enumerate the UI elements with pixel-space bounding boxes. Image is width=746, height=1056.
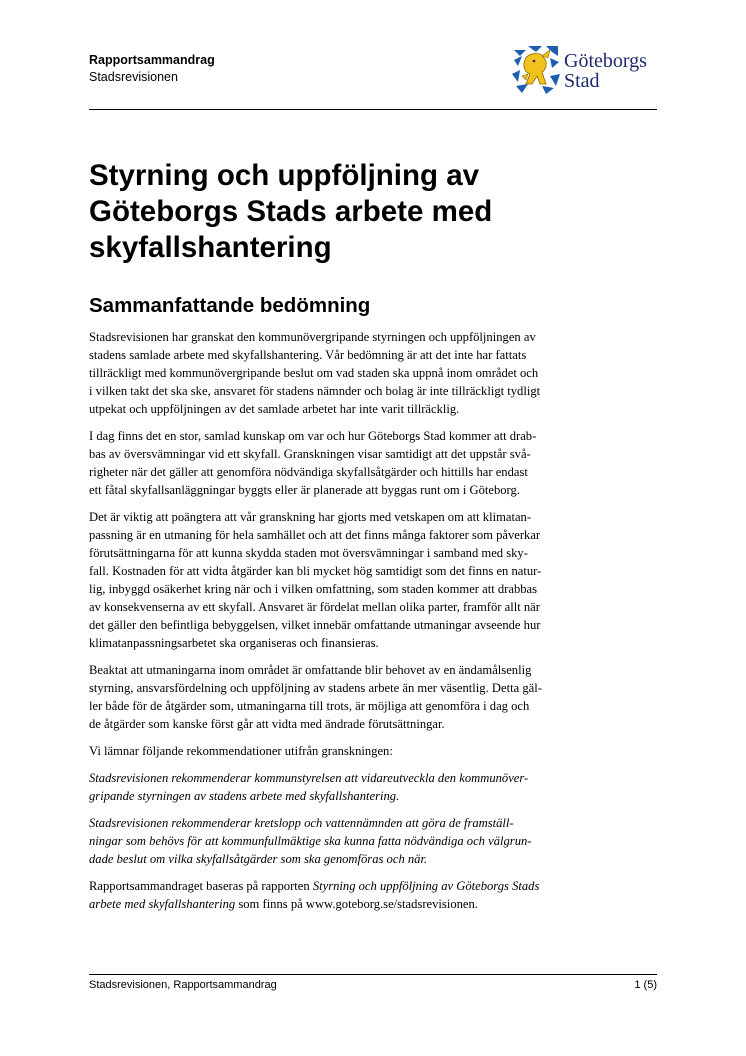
text-line: i vilken takt det ska ske, ansvaret för stadens nämnder och bolag är inte tillräckligt tydligt bbox=[89, 384, 541, 398]
title-line: Göteborgs Stads arbete med bbox=[89, 195, 493, 228]
text-line: ningar som behövs för att kommunfullmäktige ska kunna fatta nödvändiga och välgrun- bbox=[89, 834, 532, 848]
text-line: gripande styrningen av stadens arbete med skyfallshantering. bbox=[89, 789, 400, 803]
text-line: righeter när det gäller att genomföra nödvändiga skyfallsåtgärder och hittills har endast bbox=[89, 465, 528, 479]
title-line: skyfallshantering bbox=[89, 231, 332, 264]
closing-text: som finns på www.goteborg.se/stadsrevisionen. bbox=[235, 897, 478, 911]
text-line: I dag finns det en stor, samlad kunskap om var och hur Göteborgs Stad kommer att drab- bbox=[89, 429, 537, 443]
text-line: stadens samlade arbete med skyfallshantering. Vår bedömning är att det inte har fattats bbox=[89, 348, 527, 362]
text-line: dade beslut om vilka skyfallsåtgärder som ska genomföras och när. bbox=[89, 852, 428, 866]
text-line: utpekat och uppföljningen av det samlade arbetet har inte varit tillräcklig. bbox=[89, 402, 460, 416]
text-line: Stadsrevisionen rekommenderar kretslopp och vattennämnden att göra de framställ- bbox=[89, 816, 514, 830]
goteborgs-stad-logo bbox=[512, 44, 662, 96]
text-line: det gäller den befintliga bebyggelsen, vilket innebär omfattande utmaningar avseende hur bbox=[89, 618, 541, 632]
text-line: styrning, ansvarsfördelning och uppföljning av stadens arbete än mer väsentlig. Detta gäl- bbox=[89, 681, 542, 695]
header-divider bbox=[89, 109, 657, 110]
text-line: lig, inbyggd osäkerhet kring när och i vilken omfattning, som staden kommer att drabbas bbox=[89, 582, 538, 596]
text-line: fall. Kostnaden för att vidta åtgärder kan bli mycket hög samtidigt som det finns en natur- bbox=[89, 564, 542, 578]
text-line: bas av översvämningar vid ett skyfall. Granskningen visar samtidigt att det uppstår svå- bbox=[89, 447, 531, 461]
text-line: av konsekvenserna av ett skyfall. Ansvaret är fördelat mellan olika parter, framför allt när bbox=[89, 600, 540, 614]
recommendation-1 bbox=[89, 769, 661, 805]
text-line: Vi lämnar följande rekommendationer utifrån granskningen: bbox=[89, 744, 393, 758]
text-line: Stadsrevisionen har granskat den kommunövergripande styrningen och uppföljningen av bbox=[89, 330, 536, 344]
text-line bbox=[89, 877, 661, 895]
logo-wordmark bbox=[564, 51, 647, 91]
header-subtitle: Stadsrevisionen bbox=[89, 70, 178, 84]
closing-text: Rapportsammandraget baseras på rapporten bbox=[89, 879, 313, 893]
text-line: Stadsrevisionen rekommenderar kommunstyrelsen att vidareutveckla den kommunöver- bbox=[89, 771, 529, 785]
text-line: klimatanpassningsarbetet ska organiseras och finansieras. bbox=[89, 636, 379, 650]
footer-label: Stadsrevisionen, Rapportsammandrag bbox=[89, 979, 277, 991]
text-line: Beaktat att utmaningarna inom området är omfattande blir behovet av en ändamålsenlig bbox=[89, 663, 532, 677]
title-line: Styrning och uppföljning av bbox=[89, 159, 480, 192]
city-crest-icon bbox=[512, 44, 560, 94]
paragraph-3 bbox=[89, 508, 661, 652]
text-line: Det är viktig att poängtera att vår granskning har gjorts med vetskapen om att klimatan- bbox=[89, 510, 532, 524]
header-title: Rapportsammandrag bbox=[89, 53, 215, 67]
text-line: tillräckligt med kommunövergripande beslut om vad staden ska uppnå inom området och bbox=[89, 366, 539, 380]
paragraph-1 bbox=[89, 328, 661, 418]
section-heading: Sammanfattande bedömning bbox=[89, 294, 371, 317]
text-line: passning är en utmaning för hela samhället och att det finns många faktorer som påverkar bbox=[89, 528, 541, 542]
paragraph-2 bbox=[89, 427, 661, 499]
logo-text-line1: Göteborgs bbox=[564, 50, 647, 72]
recommendation-2 bbox=[89, 814, 661, 868]
text-line: förutsättningarna för att kunna skydda staden mot översvämningar i samband med sky- bbox=[89, 546, 528, 560]
paragraph-4 bbox=[89, 661, 661, 733]
footer-divider bbox=[89, 974, 657, 975]
text-line bbox=[89, 895, 661, 913]
report-title-link-text: Styrning och uppföljning av Göteborgs Stads bbox=[312, 879, 540, 893]
closing-paragraph bbox=[89, 877, 661, 913]
document-body bbox=[89, 328, 661, 922]
page-number: 1 (5) bbox=[634, 979, 657, 991]
paragraph-5 bbox=[89, 742, 661, 760]
logo-text-line2: Stad bbox=[564, 70, 600, 92]
text-line: de åtgärder som kanske först går att vidta med ändrade förutsättningar. bbox=[89, 717, 445, 731]
text-line: ett fåtal skyfallsanläggningar byggts eller är planerade att byggas runt om i Göteborg. bbox=[89, 483, 520, 497]
document-title bbox=[89, 158, 649, 266]
text-line: ler både för de åtgärder som, utmaningarna till trots, är möjliga att genomföra i dag och bbox=[89, 699, 530, 713]
report-title-link-text: arbete med skyfallshantering bbox=[89, 897, 236, 911]
